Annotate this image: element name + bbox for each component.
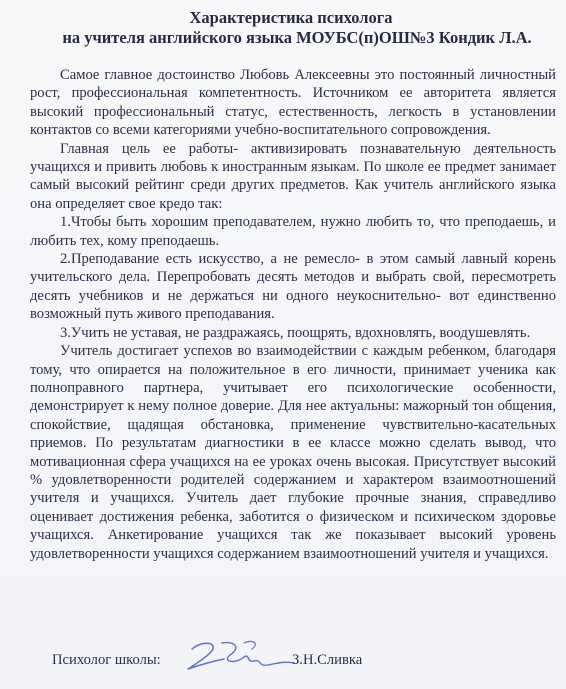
paragraph-goal: Главная цель ее работы- активизировать познавательную деятельность учащихся и привить любовь к иностранным языкам. По школе ее предмет занимает самый высокий рейтинг среди других предметов. Как учитель английского языка она определяет свое кредо так: (30, 140, 556, 212)
paragraph-credo-2: 2.Преподавание есть искусство, а не ремесло- в этом самый лавный корень учительского дела. Перепробовать десять методов и выбрать свой, пересмотреть десять учебников и не держаться ни одного неукоснительно- вот единственно возможный путь живого преподавания. (30, 251, 556, 323)
document-body (30, 66, 556, 563)
document-title: Характеристика психолога (189, 8, 393, 27)
signature-name: З.Н.Сливка (292, 652, 363, 668)
signature-label: Психолог школы: (52, 652, 161, 668)
paragraph-credo-1: 1.Чтобы быть хорошим преподавателем, нужно любить то, что преподаешь, и любить тех, кому преподаешь. (30, 214, 556, 249)
signature-block (52, 641, 532, 671)
paragraph-credo-3: 3.Учить не уставая, не раздражаясь, поощрять, вдохновлять, воодушевлять. (60, 324, 531, 341)
document-subtitle: на учителя английского языка МОУБС(п)ОШ№3 Кондик Л.А. (62, 28, 532, 47)
paragraph-intro: Самое главное достоинство Любовь Алексеевны это постоянный личностный рост, профессиональная компетентность. Источником ее авторитета является высокий профессиональный статус, естественность, легкость в установлении контактов со всеми категориями учебно-воспитательного сопровождения. (30, 67, 556, 139)
paragraph-success: Учитель достигает успехов во взаимодействии с каждым ребенком, благодаря тому, что опирается на положительное в его личности, принимает ученика как полноправного партнера, учитывает его психологические особенности, демонстрирует к нему полное доверие. Для нее актуальны: мажорный тон общения, спокойствие, щадящая обстановка, применение чувствительно-касательных приемов. По результатам диагностики в ее классе можно сделать вывод, что мотивационная сфера учащихся на ее уроках очень высокая. Присутствует высокий % удовлетворенности родителей содержанием и характером взаимоотношений учителя и учащихся. Учитель дает глубокие прочные знания, справедливо оценивает достижения ребенка, заботится о физическом и психическом здоровье учащихся. Анкетирование учащихся так же показывает высокий уровень удовлетворенности учащихся содержанием взаимоотношений учителя и учащихся. (30, 343, 556, 562)
